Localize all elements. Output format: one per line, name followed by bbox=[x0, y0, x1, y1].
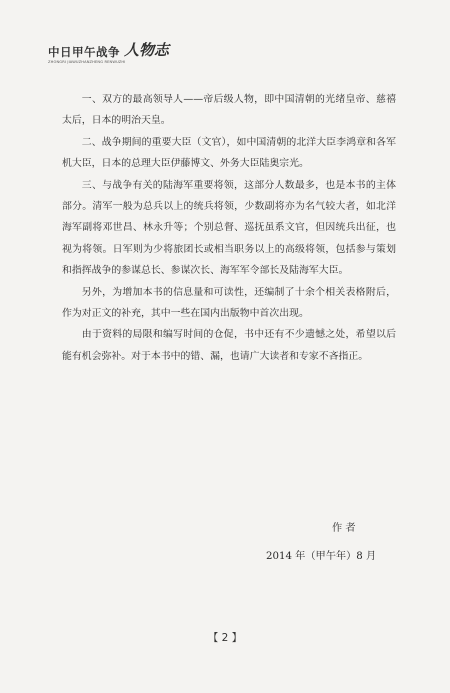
header-title: 中日甲午战争 bbox=[48, 45, 120, 59]
paragraph-2: 二、战争期间的重要大臣（文官），如中国清朝的北洋大臣李鸿章和各军机大臣，日本的总理大臣伊藤博文、外务大臣陆奥宗光。 bbox=[62, 136, 396, 170]
paragraph-5: 由于资料的局限和编写时间的仓促，书中还有不少遗憾之处，希望以后能有机会弥补。对于本书中的错、漏，也请广大读者和专家不吝指正。 bbox=[62, 329, 396, 362]
signature-author: 作 者 bbox=[332, 523, 356, 534]
header-pinyin: ZHONGRI JIAWUZHANZHENG RENWUZHI bbox=[48, 60, 126, 64]
paragraph-3: 三、与战争有关的陆海军重要将领，这部分人数最多，也是本书的主体部分。清军一般为总兵以上的统兵将领，少数副将亦为名气较大者，如北洋海军副将邓世昌、林永升等；个别总督、巡抚虽系文官，但因统兵出征，也视为将领。日军则为少将旅团长或相当职务以上的高级将领，包括参与策划和指挥战争的参谋总长、参谋次长、海军军令部长及陆海军大臣。 bbox=[62, 179, 396, 277]
body-text bbox=[62, 89, 396, 367]
running-header bbox=[48, 38, 168, 68]
page-number: 【 2 】 bbox=[207, 632, 243, 644]
paragraph-1: 一、双方的最高领导人——帝后级人物，即中国清朝的光绪皇帝、慈禧太后，日本的明治天皇。 bbox=[62, 94, 396, 127]
header-script-title: 人物志 bbox=[124, 41, 170, 59]
paragraph-4: 另外，为增加本书的信息量和可读性，还编制了十余个相关表格附后，作为对正文的补充，其中一些在国内出版物中首次出现。 bbox=[62, 286, 396, 320]
signature-date: 2014 年（甲午年）8 月 bbox=[266, 551, 377, 562]
